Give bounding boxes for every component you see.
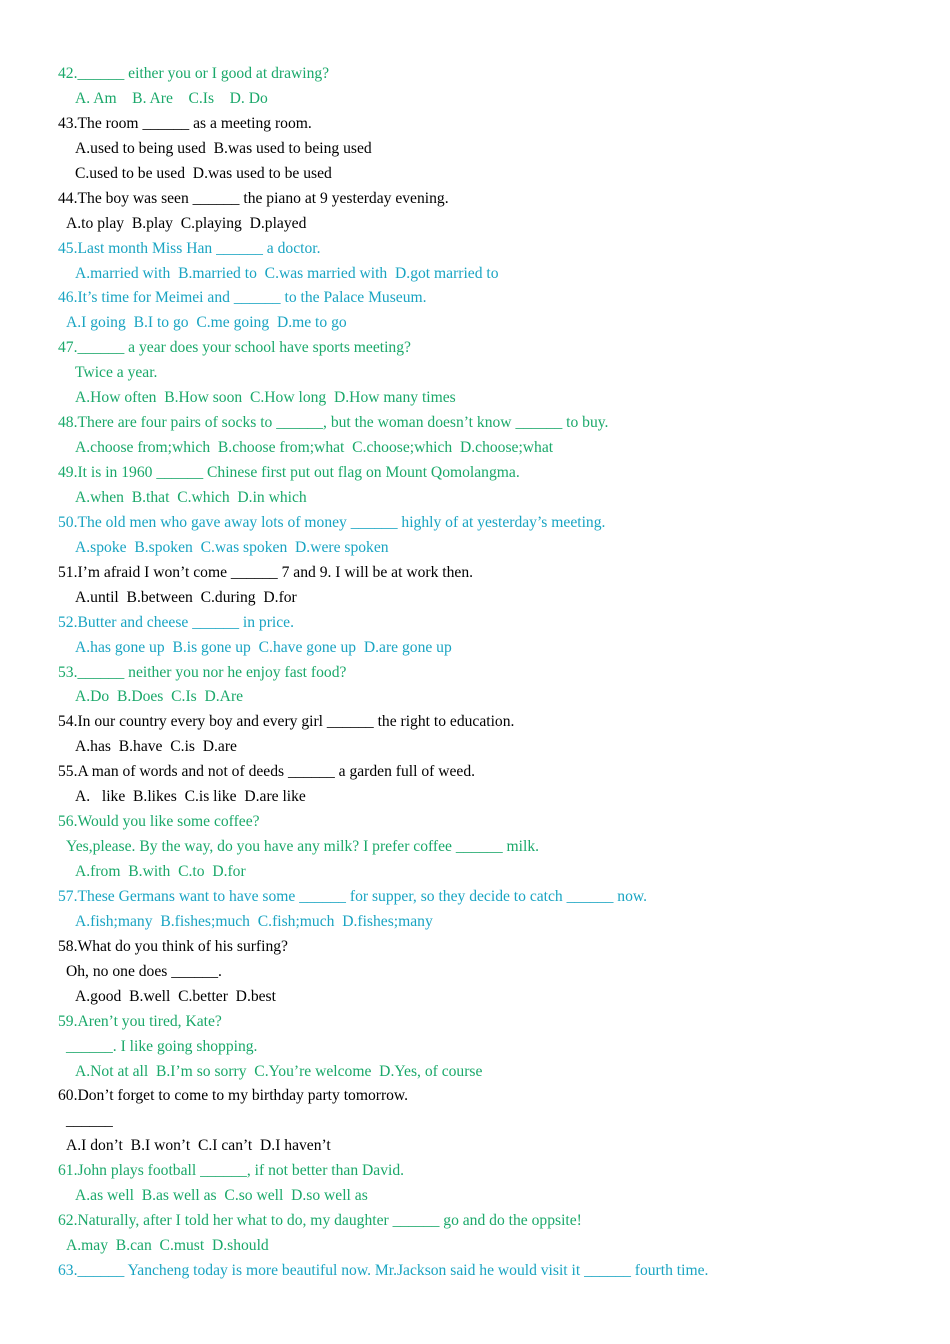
answer-line: A.to play B.play C.playing D.played [66, 214, 307, 232]
question-line: 43.The room ______ as a meeting room. [58, 114, 312, 132]
question-line: 58.What do you think of his surfing? [58, 937, 288, 955]
answer-line: A.married with B.married to C.was married with D.got married to [75, 264, 499, 282]
answer-line: A.fish;many B.fishes;much C.fish;much D.fishes;many [75, 912, 433, 930]
answer-line: ______. I like going shopping. [66, 1037, 258, 1055]
answer-line: A.Not at all B.I’m so sorry C.You’re welcome D.Yes, of course [75, 1062, 483, 1080]
question-line: 47.______ a year does your school have sports meeting? [58, 339, 411, 357]
question-line: 59.Aren’t you tired, Kate? [58, 1012, 222, 1030]
answer-line: A.used to being used B.was used to being used [75, 139, 372, 157]
answer-line: A.good B.well C.better D.best [75, 987, 276, 1005]
question-line: 45.Last month Miss Han ______ a doctor. [58, 239, 321, 257]
answer-line: A.How often B.How soon C.How long D.How many times [75, 389, 456, 407]
question-line: 62.Naturally, after I told her what to do, my daughter ______ go and do the oppsite! [58, 1212, 582, 1230]
answer-line: A.from B.with C.to D.for [75, 863, 246, 880]
answer-line: Oh, no one does ______. [66, 962, 222, 980]
answer-line: A.spoke B.spoken C.was spoken D.were spoken [75, 538, 389, 556]
answer-line: Twice a year. [75, 364, 158, 382]
question-line: 50.The old men who gave away lots of money ______ highly of at yesterday’s meeting. [58, 513, 606, 531]
answer-line: ______ [66, 1112, 113, 1130]
answer-line: Yes,please. By the way, do you have any milk? I prefer coffee ______ milk. [66, 838, 540, 856]
question-line: 44.The boy was seen ______ the piano at 9 yesterday evening. [58, 189, 449, 207]
answer-line: A.I going B.I to go C.me going D.me to go [66, 314, 347, 332]
answer-line: A. like B.likes C.is like D.are like [75, 788, 306, 806]
answer-line: A.Do B.Does C.Is D.Are [75, 688, 244, 706]
question-line: 48.There are four pairs of socks to ______, but the woman doesn’t know ______ to buy. [58, 414, 609, 432]
question-line: 60.Don’t forget to come to my birthday party tomorrow. [58, 1087, 409, 1105]
answer-line: A.when B.that C.which D.in which [75, 488, 307, 506]
answer-line: A.has gone up B.is gone up C.have gone up D.are gone up [75, 638, 452, 656]
question-line: 52.Butter and cheese ______ in price. [58, 613, 295, 631]
question-line: 63.______ Yancheng today is more beautiful now. Mr.Jackson said he would visit it ______ fourth time. [58, 1262, 709, 1279]
answer-line: C.used to be used D.was used to be used [75, 164, 332, 182]
answer-line: A.I don’t B.I won’t C.I can’t D.I haven’t [66, 1137, 331, 1155]
question-line: 51.I’m afraid I won’t come ______ 7 and 9. I will be at work then. [58, 563, 474, 581]
answer-line: A.choose from;which B.choose from;what C.choose;which D.choose;what [75, 439, 554, 457]
answer-line: A.may B.can C.must D.should [66, 1237, 269, 1255]
question-line: 49.It is in 1960 ______ Chinese first put out flag on Mount Qomolangma. [58, 464, 520, 481]
question-line: 46.It’s time for Meimei and ______ to the Palace Museum. [58, 289, 427, 307]
exercise-list [0, 62, 950, 1284]
question-line: 53.______ neither you nor he enjoy fast food? [58, 663, 347, 681]
question-line: 56.Would you like some coffee? [58, 813, 260, 831]
question-line: 55.A man of words and not of deeds ______ a garden full of weed. [58, 763, 476, 781]
answer-line: A.as well B.as well as C.so well D.so well as [75, 1187, 368, 1205]
question-line: 57.These Germans want to have some ______ for supper, so they decide to catch ______ now. [58, 887, 648, 905]
answer-line: A.has B.have C.is D.are [75, 738, 237, 756]
question-line: 42.______ either you or I good at drawing? [58, 65, 330, 82]
answer-line: A.until B.between C.during D.for [75, 588, 297, 606]
question-line: 54.In our country every boy and every girl ______ the right to education. [58, 713, 515, 731]
question-line: 61.John plays football ______, if not better than David. [58, 1162, 405, 1180]
answer-line: A. Am B. Are C.Is D. Do [75, 89, 268, 107]
